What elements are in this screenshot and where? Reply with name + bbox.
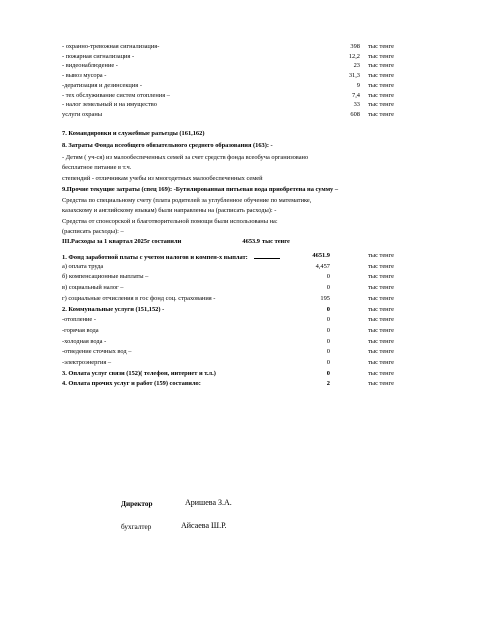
expenses-header-unit: тыс тенге bbox=[262, 238, 290, 245]
expense-label: -отведение сточных вод – bbox=[62, 348, 132, 356]
service-label: услуги охраны bbox=[62, 110, 103, 118]
expense-unit: тыс тенге bbox=[368, 316, 394, 324]
note-line: 7. Командировки и служебные разъезды (161,162) bbox=[62, 130, 205, 137]
service-unit: тыс тенге bbox=[368, 81, 394, 89]
service-unit: тыс тенге bbox=[368, 52, 394, 60]
expense-unit: тыс тенге bbox=[368, 326, 394, 334]
expense-amount: 0 bbox=[326, 305, 330, 313]
note-line: - Детям ( уч-ся) из малообеспеченных семей за счет средств фонда всеобуча организовано bbox=[62, 154, 309, 161]
director-title: Директор bbox=[121, 500, 153, 508]
note-line: Средства по специальному счету (плата родителей за углубленное обучение по математике, bbox=[62, 197, 312, 204]
expense-label: а) оплата труда bbox=[62, 262, 104, 270]
expense-label: -холодная вода - bbox=[62, 337, 107, 345]
accountant-title: бухгалтер bbox=[121, 523, 152, 531]
expense-amount: 0 bbox=[326, 284, 330, 292]
expense-label: -горячая вода bbox=[62, 326, 99, 334]
service-label: - видеонаблюдение - bbox=[62, 62, 118, 70]
expense-unit: тыс тенге bbox=[368, 305, 394, 313]
expense-label: 2. Коммунальные услуги (151,152) - bbox=[62, 305, 165, 313]
expense-label: 4. Оплата прочих услуг и работ (159) составило: bbox=[62, 380, 201, 388]
expense-label: -отопление - bbox=[62, 316, 96, 324]
expense-unit: тыс тенге bbox=[368, 369, 394, 377]
service-amount: 608 bbox=[350, 110, 360, 118]
service-label: -дератизация и дезинсекция - bbox=[62, 81, 142, 89]
note-line: (расписать расходы): – bbox=[62, 228, 124, 235]
expense-amount: 0 bbox=[326, 359, 330, 366]
expense-unit: тыс тенге bbox=[368, 262, 394, 270]
expense-unit: тыс тенге bbox=[368, 294, 394, 302]
service-amount: 33 bbox=[353, 101, 360, 109]
expense-amount: 0 bbox=[326, 348, 330, 356]
expense-amount: 0 bbox=[326, 369, 330, 377]
service-unit: тыс тенге bbox=[368, 101, 394, 109]
expense-amount: 195 bbox=[320, 294, 330, 302]
expense-amount: 4651.9 bbox=[312, 252, 330, 259]
note-line: казахскому и английскому языкам) были направлены на (расписать расходы): - bbox=[62, 207, 277, 214]
service-amount: 9 bbox=[356, 81, 360, 89]
expenses-header-label: III.Расходы за 1 квартал 2025г составили bbox=[62, 238, 182, 245]
expense-unit: тыс тенге bbox=[368, 252, 394, 259]
service-unit: тыс тенге bbox=[368, 91, 394, 99]
expense-label: б) компенсационные выплаты – bbox=[62, 273, 149, 281]
expense-unit: тыс тенге bbox=[368, 273, 394, 281]
service-unit: тыс тенге bbox=[368, 62, 394, 70]
expense-unit: тыс тенге bbox=[368, 337, 394, 345]
expense-label: г) социальные отчисления в гос фонд соц. страхования - bbox=[62, 294, 216, 302]
expense-unit: тыс тенге bbox=[368, 348, 394, 356]
expense-label: 1. Фонд заработной платы с учетом налогов и компен-х выплат: bbox=[62, 252, 280, 262]
note-line: 9.Прочие текущие затраты (спец 169): -Бутилированная питьевая вода приобретена на сумму – bbox=[62, 186, 339, 193]
expense-label: 3. Оплата услуг связи (152)( телефон, интернет и т.л.) bbox=[62, 369, 216, 377]
note-line: Средства от спонсорской и благотворительной помощи были использованы на: bbox=[62, 218, 278, 225]
service-amount: 7,4 bbox=[352, 91, 360, 99]
service-unit: тыс тенге bbox=[368, 110, 394, 118]
service-unit: тыс тенге bbox=[368, 43, 394, 50]
service-amount: 23 bbox=[353, 62, 360, 70]
accountant-name: Айсаева Ш.Р. bbox=[181, 521, 227, 530]
note-line: степендий - отличникам учебы из многодетных малообеспеченных семей bbox=[62, 175, 263, 182]
expenses-header bbox=[62, 238, 181, 246]
expense-amount: 0 bbox=[326, 273, 330, 281]
service-unit: тыс тенге bbox=[368, 72, 394, 80]
expense-label: в) социальный налог – bbox=[62, 284, 124, 292]
service-label: - тех обслуживание систем отопления – bbox=[62, 91, 170, 99]
expense-amount: 2 bbox=[326, 380, 330, 388]
expense-amount: 0 bbox=[326, 326, 330, 334]
service-label: - налог земельный и на имущество bbox=[62, 101, 157, 109]
service-amount: 398 bbox=[350, 43, 360, 50]
service-label: - пожарная сигнализация - bbox=[62, 52, 135, 60]
expense-amount: 0 bbox=[326, 337, 330, 345]
blank-underline bbox=[254, 252, 280, 259]
expense-amount: 4,457 bbox=[315, 262, 330, 270]
expense-unit: тыс тенге bbox=[368, 284, 394, 292]
service-amount: 31,3 bbox=[348, 72, 360, 80]
note-line: бесплатное питание в т.ч. bbox=[62, 164, 132, 171]
service-label: - охранно-тревожная сигнализация- bbox=[62, 43, 160, 50]
expense-unit: тыс тенге bbox=[368, 359, 394, 366]
expense-label: -электроэнергия – bbox=[62, 359, 112, 366]
service-label: - вывоз мусора - bbox=[62, 72, 107, 80]
note-line: 8. Затраты Фонда всеобщего обязательного среднего образования (163): - bbox=[62, 142, 273, 149]
expense-unit: тыс тенге bbox=[368, 380, 394, 388]
director-name: Аришева З.А. bbox=[185, 498, 232, 507]
expenses-header-amount: 4653.9 bbox=[242, 238, 260, 245]
expense-amount: 0 bbox=[326, 316, 330, 324]
service-amount: 12,2 bbox=[348, 52, 360, 60]
